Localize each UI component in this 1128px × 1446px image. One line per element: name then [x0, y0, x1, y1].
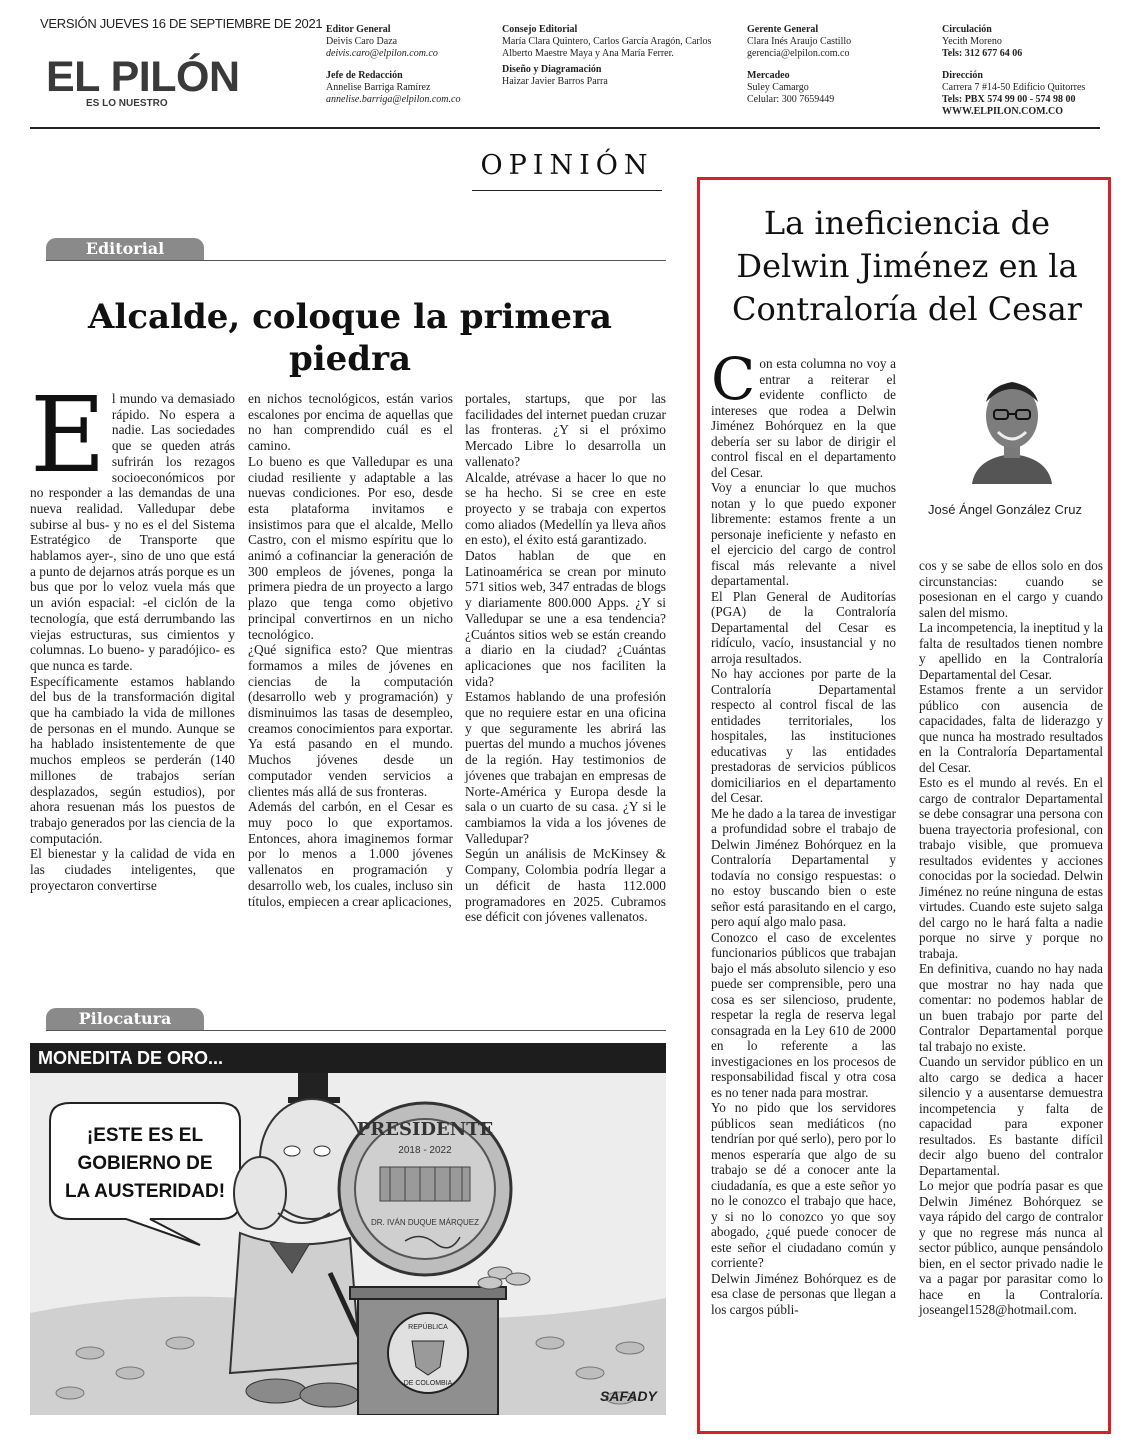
opinion-dropcap: C: [711, 345, 756, 413]
staff-heading: Mercadeo: [747, 70, 790, 81]
paragraph: Específicamente estamos hablando del bus de la transformación digital que ha cambiado la vida de millones de personas en el mundo. Aunque se ha hablado insistentemente de que muchos empleos se perderán (140 millones de trabajos serían desplazados, según estudios), por ahora resuenan más los puestos de trabajo generados por las ciencia de la computación.: [30, 673, 235, 846]
speech-line: LA AUSTERIDAD!: [64, 1181, 226, 1202]
section-rule: [472, 190, 662, 191]
podium: [350, 1287, 506, 1415]
staff-value: gerencia@elpilon.com.co: [747, 48, 850, 59]
paragraph: cos y se sabe de ellos solo en dos circunstancias: cuando se posesionan en el cargo y cuando salen del mismo.: [919, 558, 1103, 620]
website-url: WWW.ELPILON.COM.CO: [942, 106, 1064, 117]
paragraph: Estamos frente a un servidor público con ausencia de capacidades, falta de liderazgo y que nunca ha mostrado resultados en la Contraloría Departamental del Cesar.: [919, 682, 1103, 775]
podium-seal-bottom: DE COLOMBIA: [403, 1380, 453, 1387]
coin-name: DR. IVÁN DUQUE MÁRQUEZ: [370, 1218, 480, 1227]
paragraph: En definitiva, cuando no hay nada que mostrar no hay nada que comentar: no podemos hablar de un buen trabajo por parte del Contralor Departamental porque tal trabajo no existe.: [919, 961, 1103, 1054]
staff-column-3: [747, 24, 917, 106]
author-portrait: [968, 372, 1056, 484]
coin-years: 2018 - 2022: [398, 1145, 452, 1156]
staff-value: María Clara Quintero, Carlos García Aragón, Carlos Alberto Maestre Maya y Ana María Ferrer.: [502, 36, 712, 59]
paragraph: El Plan General de Auditorías (PGA) de la Contraloría Departamental del Cesar es ridículo, vacío, insustancial y no arroja resultados.: [711, 588, 896, 666]
staff-heading: Diseño y Diagramación: [502, 64, 602, 75]
author-photo: [968, 372, 1056, 484]
paragraph: ¿Qué significa esto? Que mientras formamos a miles de jóvenes en ciencias de la computación (desarrollo web y programación) y disminuimos las tasas de desempleo, creamos conocimientos para exportar. Ya está pasando en el mundo. Muchos jóvenes desde un computador venden servicios a clientes más allá de sus fronteras.: [248, 642, 453, 799]
staff-email: deivis.caro@elpilon.com.co: [326, 48, 438, 59]
paragraph: El bienestar y la calidad de vida en las ciudades inteligentes, que proyectaron convertirse: [30, 846, 235, 893]
staff-value: Annelise Barriga Ramírez: [326, 82, 431, 93]
staff-email: annelise.barriga@elpilon.com.co: [326, 94, 461, 105]
staff-value: Celular: 300 7659449: [747, 94, 835, 105]
staff-value: Tels: PBX 574 99 00 - 574 98 00: [942, 94, 1076, 105]
staff-value: Yecith Moreno: [942, 36, 1002, 47]
staff-heading: Dirección: [942, 70, 983, 81]
staff-value: Suley Camargo: [747, 82, 809, 93]
cartoon-rule: [46, 1030, 666, 1031]
paragraph: No hay acciones por parte de la Contraloría Departamental respecto al control fiscal de las entidades territoriales, los hospitales, las instituciones educativas y las entidades prestadoras de servicios públicos domiciliarios en el departamento del Cesar.: [711, 666, 896, 805]
cartoon-drawing: [30, 1073, 666, 1415]
editorial-dropcap: E: [30, 374, 106, 496]
cartoon-title-bar: MONEDITA DE ORO...: [30, 1043, 666, 1073]
opinion-headline: La ineficiencia de Delwin Jiménez en la Contraloría del Cesar: [732, 204, 1082, 328]
masthead-rule: [30, 127, 1100, 129]
staff-heading: Gerente General: [747, 24, 819, 35]
staff-value: Deivis Caro Daza: [326, 36, 398, 47]
cartoon-label: Pilocatura: [46, 1008, 204, 1030]
presidential-coin: [339, 1103, 511, 1275]
section-title: OPINIÓN: [480, 150, 654, 181]
editorial-column-2: [248, 391, 453, 909]
opinion-column-1: [711, 345, 896, 1317]
paragraph: Además del carbón, en el Cesar es muy poco lo que exportamos. Entonces, ahora imaginemos formar por lo menos a 1.000 jóvenes vallenatos en programación y desarrollo web, los cuales, incluso sin títulos, empiecen a crear aplicaciones,: [248, 799, 453, 909]
paragraph: Lo bueno es que Valledupar es una ciudad resiliente y adaptable a las nuevas condiciones. Por eso, desde esta plataforma invitamos e insistimos para que el alcalde, Mello Castro, con el mismo espíritu que lo animó a cofinanciar la generación de 300 empleos de jóvenes, ponga la primera piedra de un proyecto a largo plazo que tenga como objetivo principal convertirnos en un nicho tecnológico.: [248, 453, 453, 642]
paragraph: l mundo va demasiado rápido. No espera a nadie. Las sociedades que se queden atrás sufrirán los rezagos socioeconómicos por no responder a las demandas de una nueva realidad. Valledupar debe subirse al bus- y no es el del Sistema Estratégico de Transporte que hablamos ayer-, sino de uno que está a punto de dejarnos atrás porque es un bus que por lo veloz vuela más que un avión espacial: -el ciclón de la tecnología, que está derrumbando las viejas estructuras, sus cimientos y columnas. Lo bueno- y paradójico- es que nunca es tarde.: [30, 391, 235, 673]
editorial-column-1: [30, 374, 235, 894]
staff-heading: Jefe de Redacción: [326, 70, 403, 81]
opinion-column-2: [919, 558, 1103, 1318]
paragraph: portales, startups, que por las facilidades del internet puedan cruzar las fronteras. ¿Y si el próximo Mercado Libre lo desarrolla un vallenato?: [465, 391, 666, 469]
staff-heading: Circulación: [942, 24, 992, 35]
speech-line: GOBIERNO DE: [77, 1153, 213, 1174]
paragraph: Cuando un servidor público en un alto cargo se dedica a hacer silencio y a ausentarse demuestra incompetencia y falta de capacidad para exponer resultados. Es bastante difícil decir algo bueno del contralor Departamental.: [919, 1054, 1103, 1178]
staff-value: Haizar Javier Barros Parra: [502, 76, 608, 87]
edition-date: VERSIÓN JUEVES 16 DE SEPTIEMBRE DE 2021: [40, 16, 323, 31]
editorial-column-3: [465, 391, 666, 925]
paragraph: Lo mejor que podría pasar es que Delwin Jiménez Bohórquez se vaya rápido del cargo de contralor y que no regrese más nunca al sector público, aunque pensándolo bien, en el sector privado nadie le va a pagar por parasitar como lo hace en la Contraloría. joseangel1528@hotmail.com.: [919, 1178, 1103, 1317]
staff-heading: Editor General: [326, 24, 391, 35]
newspaper-slogan: ES LO NUESTRO: [86, 98, 168, 109]
staff-column-4: [942, 24, 1112, 118]
speech-line: ¡ESTE ES EL: [86, 1125, 204, 1146]
paragraph: en nichos tecnológicos, están varios escalones por encima de aquellas que no han comprendido cuál es el camino.: [248, 391, 453, 454]
editorial-rule: [46, 260, 666, 261]
newspaper-logo: EL PILÓN: [46, 53, 240, 101]
paragraph: Conozco el caso de excelentes funcionarios públicos que trabajan bajo el más absoluto silencio y eso puede ser comprensible, pero una cosa es ser silencioso, prudente, respetar la regla de reserva legal consagrada en la Ley 610 de 2000 en lo referente a las investigaciones en los procesos de responsabilidad fiscal y otra cosa es no tener nada para mostrar.: [711, 929, 896, 1100]
paragraph: Me he dado a la tarea de investigar a profundidad sobre el trabajo de Delwin Jiménez Bohórquez en la Contraloría Departamental y todavía no consigo respuestas: o no estoy buscando bien o este señor está parasitando en el cargo, pero aquí algo malo pasa.: [711, 805, 896, 929]
coin-title: PRESIDENTE: [356, 1119, 494, 1140]
staff-value: Carrera 7 #14-50 Edificio Quitorres: [942, 82, 1086, 93]
paragraph: on esta columna no voy a entrar a reiterar el evidente conflicto de intereses que rodea a Delwin Jiménez Bohórquez en la que debería ser su labor de dirigir el control fiscal en el departamento del Cesar.: [711, 356, 896, 480]
podium-seal-top: REPÚBLICA: [408, 1324, 448, 1331]
staff-value: Clara Inés Araujo Castillo: [747, 36, 852, 47]
editorial-headline: Alcalde, coloque la primera piedra: [88, 297, 612, 379]
cartoon-illustration: [30, 1073, 666, 1415]
paragraph: La incompetencia, la ineptitud y la falta de resultados tienen nombre y apellido en la Contraloría Departamental del Cesar.: [919, 620, 1103, 682]
paragraph: Estamos hablando de una profesión que no requiere estar en una oficina y que seguramente les abrirá las puertas del mundo a muchos jóvenes de la región. Hay testimonios de jóvenes que trabajan en empresas de Norte-América y Europa desde la sala o un cuarto de su casa. ¿Y si le cambiamos la vida a los jóvenes de Valledupar?: [465, 689, 666, 846]
editorial-label: Editorial: [46, 238, 204, 260]
paragraph: Según un análisis de McKinsey & Company, Colombia podría llegar a un déficit de hasta 112.000 programadores en 2025. Cubramos ese déficit con jóvenes vallenatos.: [465, 846, 666, 925]
paragraph: Voy a enunciar lo que muchos notan y lo que puedo exponer libremente: estamos frente a un personaje ineficiente y nefasto en el ejercicio del cargo de control fiscal más relevante a nivel departamental.: [711, 480, 896, 588]
paragraph: Esto es el mundo al revés. En el cargo de contralor Departamental se debe consagrar una persona con buena trayectoria profesional, con trabajo visible, que promueva resultados evidentes y acciones conocidas por la sociedad. Delwin Jiménez no reúne ninguna de estas virtudes. Cuando este sujeto salga del cargo no le hará falta a nadie porque no sirve y porque no trabaja.: [919, 775, 1103, 961]
paragraph: Alcalde, atrévase a hacer lo que no se ha hecho. Si se cree en este proyecto y se trabaja con expertos como aliados (Medellín ya lleva años en esto), el éxito está garantizado.: [465, 469, 666, 548]
staff-column-2: [502, 24, 714, 88]
staff-column-1: [326, 24, 486, 106]
staff-heading: Consejo Editorial: [502, 24, 578, 35]
author-byline: José Ángel González Cruz: [928, 502, 1082, 517]
cartoonist-signature: SAFADY: [600, 1388, 657, 1404]
paragraph: Delwin Jiménez Bohórquez es de esa clase de personas que llegan a los cargos públi-: [711, 1270, 896, 1317]
staff-value: Tels: 312 677 64 06: [942, 48, 1023, 59]
paragraph: Datos hablan de que en Latinoamérica se crean por minuto 571 sitios web, 347 entradas de blogs y diariamente 800.000 Apps. ¿Y si Valledupar se une a esa tendencia? ¿Cuántos sitios web se están creando a diario en la ciudad? ¿Cuántas aplicaciones que nos faciliten la vida?: [465, 548, 666, 689]
paragraph: Yo no pido que los servidores públicos sean mediáticos (no tendrían por qué serlo), pero por lo menos esperaría que algo de su trabajo se dé a conocer ante la ciudadanía, es que a este señor yo no le conozco el trabajo que hace, y si no lo conozco yo que soy abogado, ¿qué puede conocer de este señor el ciudadano común y corriente?: [711, 1100, 896, 1270]
